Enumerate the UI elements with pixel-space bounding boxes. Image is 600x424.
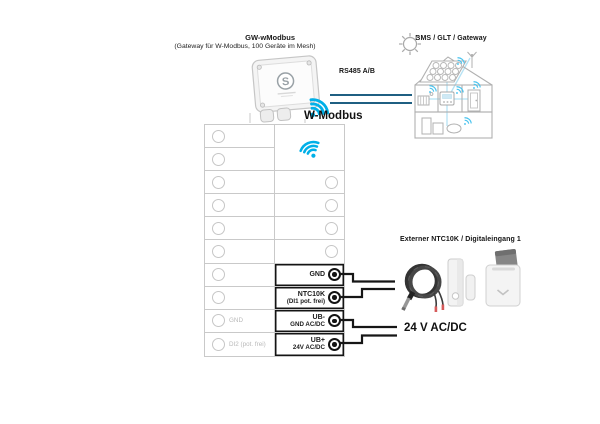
terminal-socket-icon bbox=[328, 338, 341, 351]
terminal-port-cell bbox=[205, 217, 275, 240]
wmodbus-wifi-cell bbox=[275, 125, 344, 171]
wifi-icon bbox=[461, 116, 472, 127]
door-contact-sensor-image bbox=[448, 259, 475, 306]
terminal-cell-gnd bbox=[275, 264, 344, 287]
terminal-sublabel: GND AC/DC bbox=[290, 320, 325, 328]
key-card-switch-image bbox=[486, 249, 520, 306]
port-circle-icon bbox=[212, 245, 225, 258]
port-circle-icon bbox=[325, 199, 338, 212]
rs485-label: RS485 A/B bbox=[338, 68, 376, 75]
sensor-images bbox=[396, 248, 530, 320]
wire-ub-plus bbox=[339, 336, 397, 344]
port-circle-icon bbox=[212, 153, 225, 166]
terminal-label: UB+ bbox=[310, 337, 325, 345]
building-illustration bbox=[392, 26, 504, 140]
wmodbus-label: W-Modbus bbox=[304, 110, 363, 122]
bms-label: BMS / GLT / Gateway bbox=[415, 35, 487, 42]
terminal-port-cell bbox=[275, 217, 344, 240]
terminal-port-cell-di2 bbox=[205, 333, 275, 356]
port-label: DI2 (pot. frei) bbox=[229, 340, 266, 348]
terminal-socket-icon bbox=[328, 291, 341, 304]
port-circle-icon bbox=[325, 222, 338, 235]
terminal-port-cell bbox=[275, 171, 344, 194]
wire-ntc10k bbox=[339, 289, 395, 297]
device-subtitle: (Gateway für W-Modbus, 100 Geräte im Mesh) bbox=[174, 43, 316, 50]
terminal-cell-ntc10k bbox=[275, 287, 344, 310]
terminal-socket-icon bbox=[328, 268, 341, 281]
brand-logo-letter: S bbox=[281, 75, 290, 89]
port-circle-icon bbox=[212, 222, 225, 235]
port-circle-icon bbox=[212, 291, 225, 304]
terminal-port-cell bbox=[205, 125, 275, 148]
ntc-cable-sensor-image bbox=[403, 266, 444, 312]
port-circle-icon bbox=[212, 268, 225, 281]
port-circle-icon bbox=[325, 245, 338, 258]
terminal-block-table bbox=[204, 124, 345, 357]
external-sensor-label: Externer NTC10K / Digitaleingang 1 bbox=[400, 236, 521, 243]
port-circle-icon bbox=[212, 338, 225, 351]
terminal-port-cell bbox=[205, 240, 275, 263]
terminal-port-cell-gnd bbox=[205, 310, 275, 333]
cable-gland-icon bbox=[260, 109, 274, 122]
wifi-icon bbox=[291, 129, 328, 166]
wire-ub-minus bbox=[339, 320, 397, 327]
port-circle-icon bbox=[325, 176, 338, 189]
terminal-sublabel: (DI1 pot. frei) bbox=[286, 297, 325, 305]
port-circle-icon bbox=[212, 199, 225, 212]
boiler-icon bbox=[422, 118, 461, 134]
terminal-label: NTC10K bbox=[297, 290, 325, 298]
terminal-port-cell bbox=[205, 171, 275, 194]
device-title: GW-wModbus bbox=[245, 33, 295, 42]
terminal-port-cell bbox=[205, 287, 275, 310]
power-label: 24 V AC/DC bbox=[404, 322, 467, 334]
terminal-label: GND bbox=[309, 271, 325, 279]
terminal-cell-ub-minus bbox=[275, 310, 344, 333]
terminal-label: UB- bbox=[312, 313, 325, 321]
port-label: GND bbox=[229, 317, 243, 325]
terminal-port-cell bbox=[205, 148, 275, 171]
wifi-icon bbox=[453, 85, 464, 96]
port-circle-icon bbox=[212, 176, 225, 189]
cable-gland-icon bbox=[277, 108, 291, 121]
control-panel-icon bbox=[440, 92, 454, 105]
terminal-cell-ub-plus bbox=[275, 333, 344, 356]
terminal-port-cell bbox=[275, 194, 344, 217]
terminal-socket-icon bbox=[328, 314, 341, 327]
terminal-port-cell bbox=[205, 194, 275, 217]
sun-icon bbox=[399, 33, 421, 55]
terminal-port-cell bbox=[275, 240, 344, 263]
wifi-icon bbox=[426, 84, 437, 95]
port-circle-icon bbox=[212, 314, 225, 327]
terminal-sublabel: 24V AC/DC bbox=[292, 344, 325, 352]
wire-gnd bbox=[339, 274, 395, 282]
terminal-port-cell bbox=[205, 264, 275, 287]
door-icon bbox=[468, 90, 480, 111]
port-circle-icon bbox=[212, 130, 225, 143]
